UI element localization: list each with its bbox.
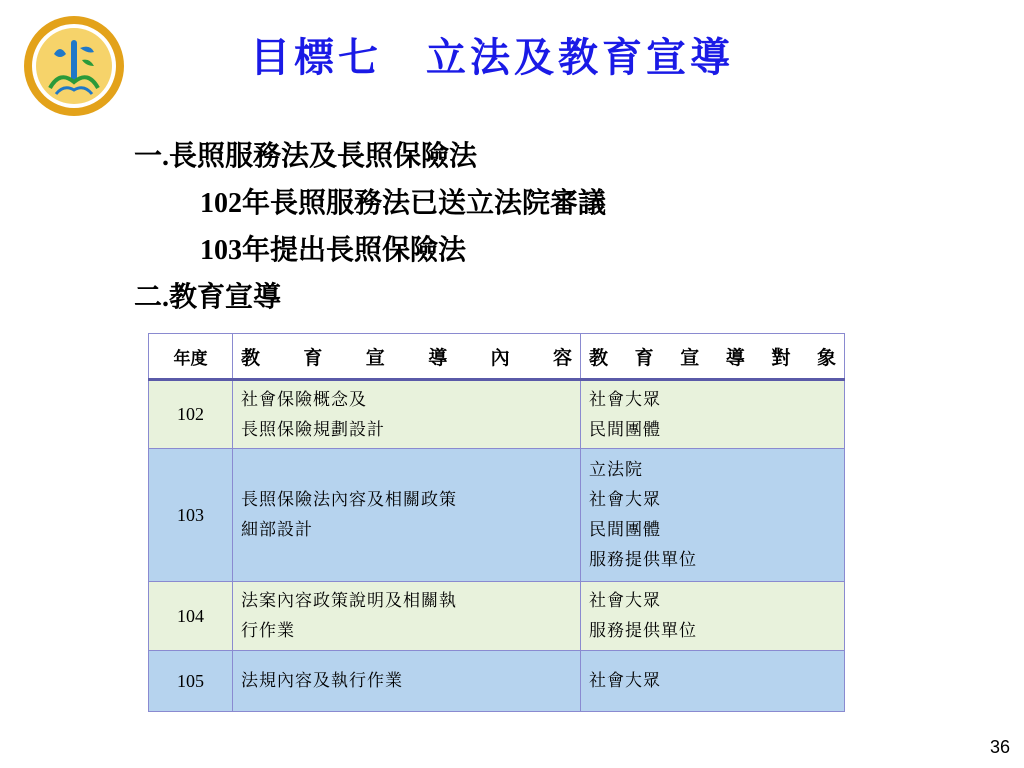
audience-line: 民間團體	[589, 520, 661, 540]
outline-subitem-1-year: 102	[200, 188, 242, 219]
outline-subitem-2-year: 103	[200, 235, 242, 266]
outline-subitem-2	[134, 226, 606, 273]
outline-item-1-text: 長照服務法及長照保險法	[169, 139, 478, 172]
content-line: 社會保險概念及	[241, 389, 367, 410]
row-audience	[581, 651, 845, 712]
table-row	[149, 582, 845, 651]
row-audience	[581, 380, 845, 449]
table-row	[149, 380, 845, 449]
row-year: 103	[149, 449, 233, 582]
audience-line: 民間團體	[589, 419, 661, 440]
outline-subitem-2-text: 年提出長照保險法	[242, 233, 467, 266]
slide-title: 目標七 立法及教育宣導	[250, 34, 734, 81]
content-line: 行作業	[241, 621, 295, 641]
row-content	[233, 449, 581, 582]
content-line: 法案內容政策說明及相關執	[241, 591, 457, 611]
outline-item-1-number: 一.	[134, 141, 170, 172]
row-audience	[581, 449, 845, 582]
audience-line: 社會大眾	[589, 671, 661, 691]
ministry-logo-icon	[22, 14, 126, 118]
row-content	[233, 582, 581, 651]
table-header-row	[149, 334, 845, 380]
outline-item-1	[134, 132, 606, 179]
education-plan-table	[148, 333, 845, 712]
audience-line: 立法院	[589, 460, 643, 480]
content-line: 細部設計	[241, 520, 313, 540]
outline-subitem-1	[134, 179, 606, 226]
row-year: 102	[149, 380, 233, 449]
page-number: 36	[989, 737, 1010, 757]
audience-line: 服務提供單位	[589, 621, 697, 641]
content-line: 法規內容及執行作業	[241, 671, 403, 691]
outline-item-2-text: 教育宣導	[169, 280, 282, 313]
row-audience	[581, 582, 845, 651]
outline-subitem-1-text: 年長照服務法已送立法院審議	[242, 186, 607, 219]
header-audience: 教育宣導對象	[581, 334, 845, 380]
row-content	[233, 380, 581, 449]
header-content: 教 育 宣 導 內 容	[233, 334, 581, 380]
outline-list	[134, 132, 606, 320]
audience-line: 社會大眾	[589, 490, 661, 510]
row-year: 104	[149, 582, 233, 651]
audience-line: 社會大眾	[589, 591, 661, 611]
content-line: 長照保險規劃設計	[241, 419, 385, 440]
row-year: 105	[149, 651, 233, 712]
audience-line: 社會大眾	[589, 389, 661, 410]
table-row	[149, 651, 845, 712]
row-content	[233, 651, 581, 712]
audience-line: 服務提供單位	[589, 550, 697, 570]
header-year: 年度	[149, 334, 233, 380]
outline-item-2	[134, 273, 606, 320]
outline-item-2-number: 二.	[134, 282, 170, 313]
content-line: 長照保險法內容及相關政策	[241, 490, 457, 510]
table-row	[149, 449, 845, 582]
